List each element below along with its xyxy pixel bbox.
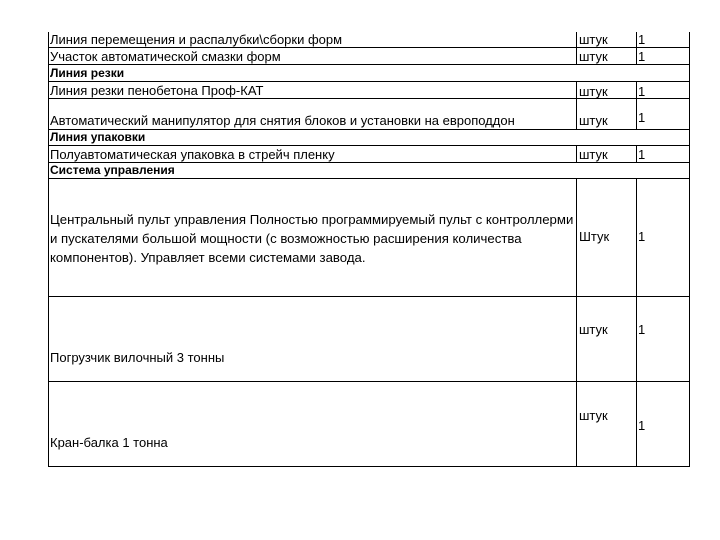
column-divider: [576, 32, 577, 64]
item-qty: 1: [638, 418, 646, 433]
column-divider: [689, 32, 690, 467]
column-divider: [48, 32, 49, 467]
item-unit: штук: [579, 84, 608, 99]
item-unit: штук: [579, 113, 608, 128]
row-divider: [48, 381, 690, 382]
item-unit: штук: [579, 32, 608, 47]
column-divider: [636, 81, 637, 129]
column-divider: [576, 81, 577, 129]
item-name: Погрузчик вилочный 3 тонны: [50, 350, 225, 365]
item-qty: 1: [638, 147, 646, 162]
section-heading: Система управления: [50, 163, 175, 177]
item-unit: штук: [579, 408, 608, 423]
row-divider: [48, 296, 690, 297]
item-name: Кран-балка 1 тонна: [50, 435, 168, 450]
row-divider: [48, 81, 690, 82]
item-name: Автоматический манипулятор для снятия блоков и установки на европоддон: [50, 113, 515, 128]
column-divider: [576, 145, 577, 162]
item-qty: 1: [638, 49, 646, 64]
item-unit: штук: [579, 322, 608, 337]
item-name: Линия резки пенобетона Проф-КАТ: [50, 83, 264, 98]
item-name: Линия перемещения и распалубки\сборки форм: [50, 32, 343, 47]
item-qty: 1: [638, 110, 646, 125]
item-qty: 1: [638, 32, 646, 47]
row-divider: [48, 64, 690, 65]
section-heading: Линия резки: [50, 66, 125, 80]
item-unit: штук: [579, 147, 608, 162]
row-divider: [48, 178, 690, 179]
column-divider: [636, 32, 637, 64]
item-name: Полуавтоматическая упаковка в стрейч пленку: [50, 147, 335, 162]
item-qty: 1: [638, 229, 646, 244]
item-unit: штук: [579, 49, 608, 64]
item-name: Участок автоматической смазки форм: [50, 49, 281, 64]
row-divider: [48, 466, 690, 467]
column-divider: [636, 178, 637, 467]
item-name: Центральный пульт управления Полностью программируемый пульт с контроллерми и пускателями большой мощности (с возможностью расширения количества компонентов). Управляет всеми системами завода.: [50, 212, 574, 265]
item-unit: Штук: [579, 229, 610, 244]
row-divider: [48, 47, 690, 48]
column-divider: [636, 145, 637, 162]
row-divider: [48, 145, 690, 146]
item-qty: 1: [638, 84, 646, 99]
section-heading: Линия упаковки: [50, 130, 146, 144]
item-qty: 1: [638, 322, 646, 337]
